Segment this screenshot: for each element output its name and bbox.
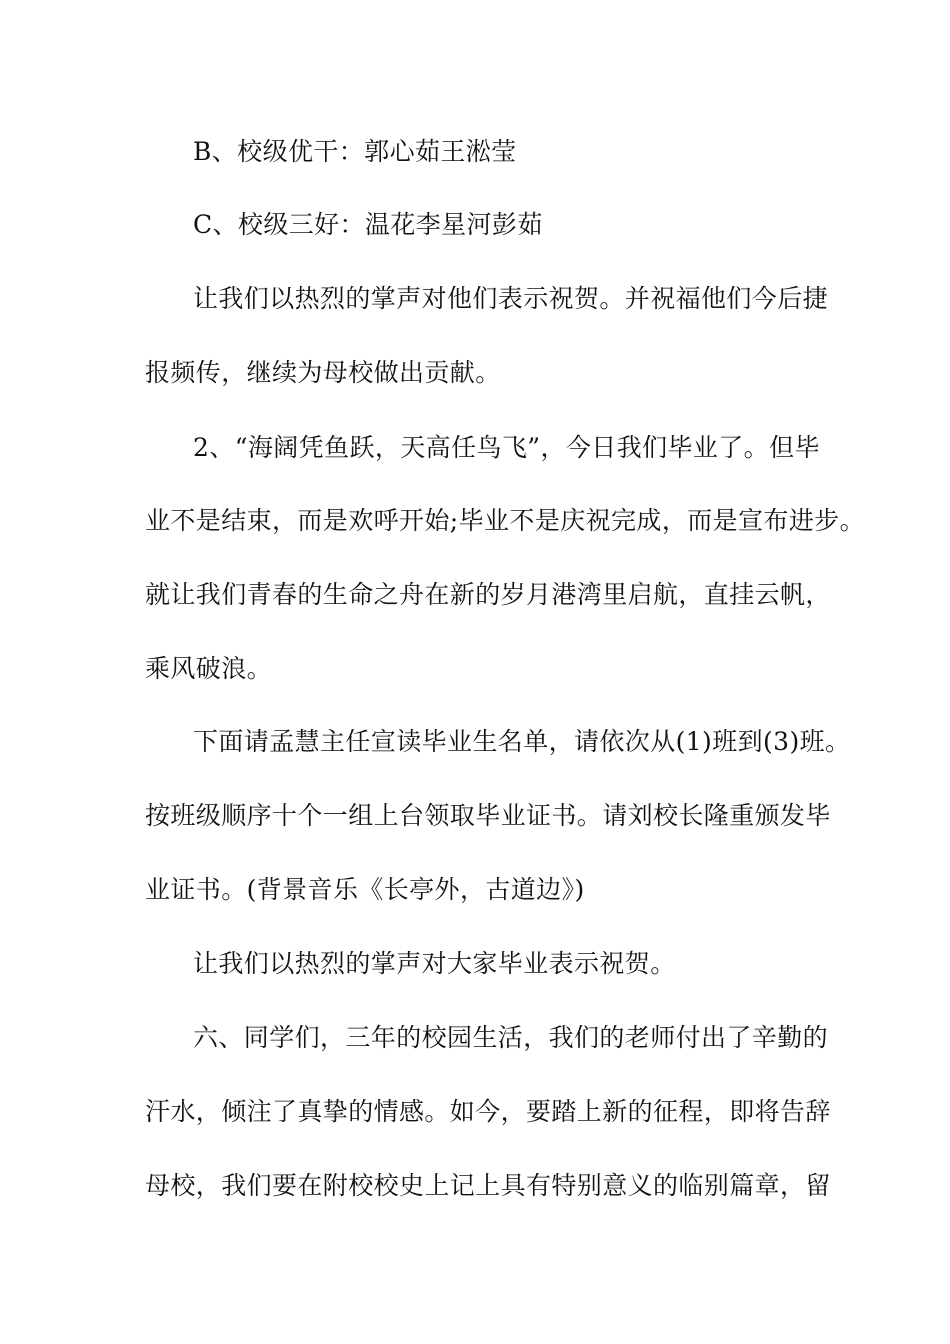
text-line-section-6-2: 汗水，倾注了真挚的情感。如今，要踏上新的征程，即将告辞 (145, 1097, 831, 1126)
text-line-section-6-1: 六、同学们，三年的校园生活，我们的老师付出了辛勤的 (193, 1023, 829, 1052)
text-line-award-c: C、校级三好：温花李星河彭茹 (193, 210, 543, 239)
text-line-graduation-2: 业不是结束，而是欢呼开始;毕业不是庆祝完成，而是宣布进步。 (145, 506, 866, 535)
text-line-roster-3: 业证书。(背景音乐《长亭外，古道边》) (145, 875, 585, 904)
text-line-roster-1: 下面请孟慧主任宣读毕业生名单，请依次从(1)班到(3)班。 (193, 727, 851, 756)
text-line-graduation-3: 就让我们青春的生命之舟在新的岁月港湾里启航，直挂云帆， (145, 580, 831, 609)
text-line-congrats-2: 报频传，继续为母校做出贡献。 (145, 358, 501, 387)
text-line-applause: 让我们以热烈的掌声对大家毕业表示祝贺。 (193, 949, 676, 978)
text-line-graduation-4: 乘风破浪。 (145, 654, 273, 683)
text-line-congrats-1: 让我们以热烈的掌声对他们表示祝贺。并祝福他们今后捷 (193, 284, 829, 313)
text-line-roster-2: 按班级顺序十个一组上台领取毕业证书。请刘校长隆重颁发毕 (145, 801, 831, 830)
text-line-section-6-3: 母校，我们要在附校校史上记上具有特别意义的临别篇章，留 (145, 1171, 831, 1200)
text-line-graduation-1: 2、“海阔凭鱼跃，天高任鸟飞”，今日我们毕业了。但毕 (193, 433, 820, 462)
text-line-award-b: B、校级优干：郭心茹王淞莹 (193, 137, 517, 166)
